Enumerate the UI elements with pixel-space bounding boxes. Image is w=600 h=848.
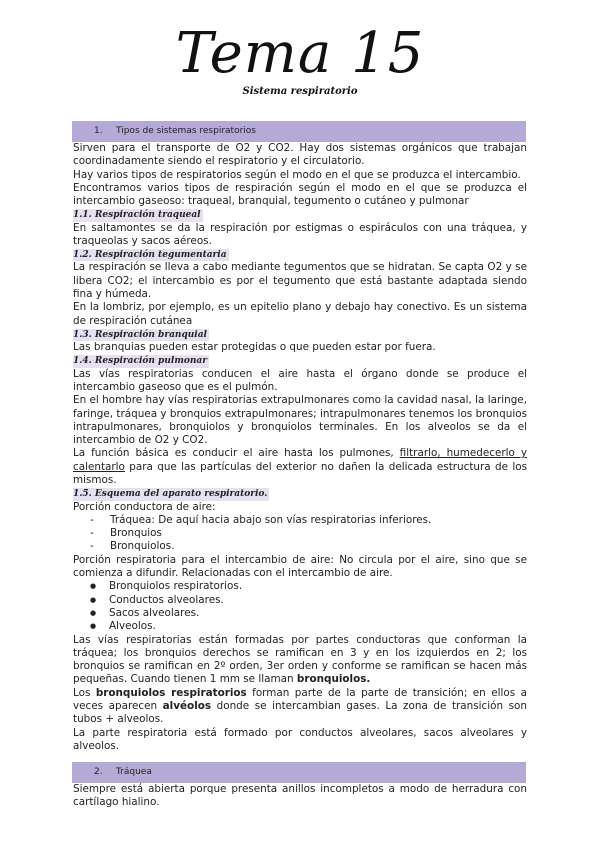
- section-number: 1.: [94, 126, 103, 136]
- dash-list: [73, 514, 527, 554]
- paragraph: [73, 634, 527, 687]
- bold-text: alvéolos: [162, 700, 212, 712]
- underlined-text: filtrarlo, humedecerlo y calentarlo: [73, 447, 528, 473]
- text-span: donde se intercambian gases. La zona de transición son tubos + alveolos.: [73, 700, 528, 726]
- paragraph: En saltamontes se da la respiración por estigmas o espiráculos con una tráquea, y traqueolas y sacos aéreos.: [73, 221, 527, 247]
- list-item: ● Bronquiolos respiratorios.: [73, 580, 527, 593]
- text-span: Las vías respiratorias están formadas por partes conductoras que conforman la tráquea; los bronquios derechos se ramifican en 3 y en los izquierdos en 2; los bronquios se ramifican en 2º orden, 3er orden y conforme se ramifican se hacen más pequeñas. Cuando tienen 1 mm se llaman: [73, 633, 527, 686]
- paragraph: Las vías respiratorias conducen el aire hasta el órgano donde se produce el intercambio gaseoso que es el pulmón.: [73, 367, 527, 393]
- section-label: Tráquea: [116, 767, 152, 777]
- text-span: forman parte de la parte de transición; en ellos a veces aparecen: [73, 686, 527, 712]
- section-2-content: [73, 783, 527, 810]
- paragraph: Sirven para el transporte de O2 y CO2. Hay dos sistemas orgánicos que trabajan coordinadamente siendo el respiratorio y el circulatorio.: [73, 142, 527, 168]
- text-span: Los: [73, 686, 96, 699]
- paragraph: [73, 687, 527, 727]
- list-item: ● Alveolos.: [73, 620, 527, 633]
- section-header-2: [72, 762, 526, 783]
- paragraph: Las branquias pueden estar protegidas o que pueden estar por fuera.: [73, 341, 436, 354]
- bold-text: bronquiolos respiratorios: [95, 686, 247, 699]
- list-item: ● Sacos alveolares.: [73, 607, 527, 620]
- paragraph: La respiración se lleva a cabo mediante tegumentos que se hidratan. Se capta O2 y se libera CO2; el intercambio es por el tegumento que está bastante adaptada siendo fina y húmeda.: [73, 261, 527, 301]
- section-header-1: [72, 121, 526, 142]
- list-item: - Tráquea: De aquí hacia abajo son vías respiratorias inferiores.: [73, 514, 527, 527]
- bullet-list: [73, 580, 527, 633]
- list-item: ● Conductos alveolares.: [73, 594, 527, 607]
- page-title: Tema 15: [175, 21, 425, 86]
- section-label: Tipos de sistemas respiratorios: [116, 126, 256, 136]
- text-span: La función básica es conducir el aire hasta los pulmones,: [73, 447, 400, 460]
- paragraph: Porción conductora de aire:: [73, 500, 216, 513]
- subheading-1-5: 1.5. Esquema del aparato respiratorio.: [73, 489, 268, 500]
- section-number: 2.: [94, 767, 103, 777]
- paragraph: En el hombre hay vías respiratorias extrapulmonares como la cavidad nasal, la laringe, faringe, tráquea y bronquios extrapulmonares; intrapulmonares tenemos los bronquios intrapulmonares, bronquiolos y bronquiolos terminales. En los alveolos se da el intercambio de O2 y CO2.: [73, 394, 527, 447]
- paragraph: Porción respiratoria para el intercambio de aire: No circula por el aire, sino que se comienza a difundir. Relacionadas con el intercambio de aire.: [73, 553, 527, 580]
- list-item: - Bronquiolos.: [73, 540, 527, 553]
- page-subtitle: Sistema respiratorio: [242, 86, 358, 97]
- paragraph: En la lombriz, por ejemplo, es un epitelio plano y debajo hay conectivo. Es un sistema de respiración cutánea: [73, 301, 527, 327]
- subheading-1-2: 1.2. Respiración tegumentaria: [73, 250, 227, 261]
- list-item: - Bronquios: [73, 527, 527, 540]
- paragraph: La parte respiratoria está formado por conductos alveolares, sacos alveolares y alveolos.: [73, 726, 527, 752]
- paragraph: [73, 447, 527, 487]
- text-span: para que las partículas del exterior no dañen la delicada estructura de los mismos.: [73, 460, 527, 487]
- paragraph: Hay varios tipos de respiratorios según el modo en el que se produzca el intercambio.: [73, 168, 521, 181]
- subheading-1-4: 1.4. Respiración pulmonar: [73, 356, 207, 367]
- section-1-content: [73, 142, 527, 753]
- paragraph: Encontramos varios tipos de respiración según el modo en el que se produzca el intercambio gaseoso: traqueal, branquial, tegumento o cutáneo y pulmonar: [73, 181, 527, 208]
- subheading-1-1: 1.1. Respiración traqueal: [73, 210, 201, 221]
- paragraph: Siempre está abierta porque presenta anillos incompletos a modo de herradura con cartílago hialino.: [73, 783, 527, 809]
- bold-text: bronquiolos.: [296, 673, 371, 686]
- subheading-1-3: 1.3. Respiración branquial: [73, 329, 207, 340]
